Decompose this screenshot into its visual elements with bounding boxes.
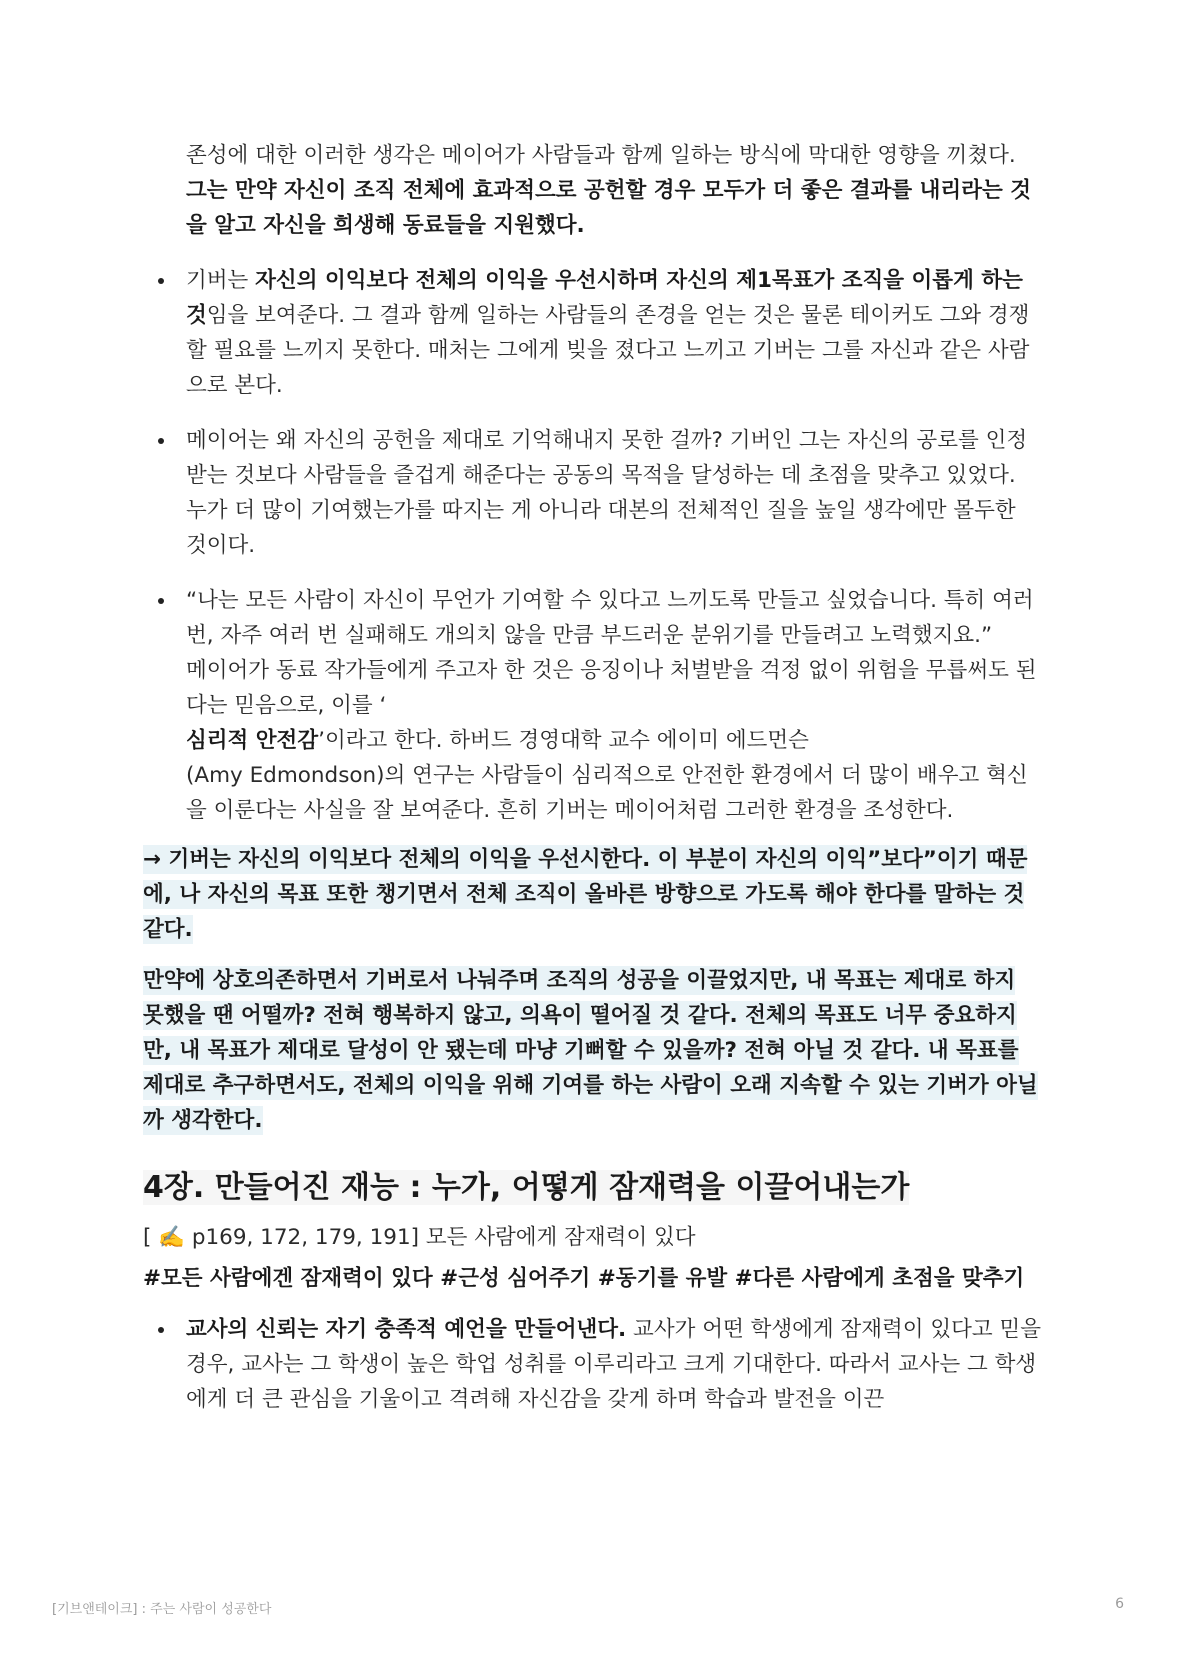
highlight-note-1 [143,842,1043,947]
highlight-text: 만약에 상호의존하면서 기버로서 나눠주며 조직의 성공을 이끌었지만, 내 목표는 제대로 하지 못했을 땐 어떨까? 전혀 행복하지 않고, 의욕이 떨어질 것 같다. 전체의 목표도 너무 중요하지만, 내 목표가 제대로 달성이 안 됐는데 마냥 기뻐할 수 있을까? 전혀 아닐 것 같다. 내 목표를 제대로 추구하면서도, 전체의 이익을 위해 기여를 하는 사람이 오래 지속할 수 있는 기버가 아닐까 생각한다. [143,968,1038,1133]
page-content [143,138,1043,1417]
list-item [143,1312,1043,1417]
list-text: (Amy Edmondson)의 연구는 사람들이 심리적으로 안전한 환경에서 더 많이 배우고 혁신을 이룬다는 사실을 잘 보여준다. 흔히 기버는 메이어처럼 그러한 환경을 조성한다. [186,763,1028,823]
quote-text: “나는 모든 사람이 자신이 무언가 기여할 수 있다고 느끼도록 만들고 싶었습니다. 특히 여러 번, 자주 여러 번 실패해도 개의치 않을 만큼 부드러운 분위기를 만들려고 노력했지요.” [186,588,1034,648]
reference-line: [ ✍️ p169, 172, 179, 191] 모든 사람에게 잠재력이 있다 [143,1225,696,1250]
list-text: 메이어가 동료 작가들에게 주고자 한 것은 응징이나 처벌받을 걱정 없이 위험을 무릅써도 된다는 믿음으로, 이를 ‘ [186,658,1037,718]
list-bold: 자신의 이익보다 전체의 이익을 우선시하며 자신의 제1목표가 조직을 이롭게 하는 것 [186,268,1023,328]
para-bold: 그는 만약 자신이 조직 전체에 효과적으로 공헌할 경우 모두가 더 좋은 결과를 내리라는 것을 알고 자신을 희생해 동료들을 지원했다. [186,178,1031,238]
list-item [143,583,1043,828]
bullet-list-1 [143,263,1043,828]
para-text: 존성에 대한 이러한 생각은 메이어가 사람들과 함께 일하는 방식에 막대한 영향을 끼쳤다. [186,143,1016,168]
list-item [143,423,1043,563]
list-text: 교사가 어떤 학생에게 잠재력이 있다고 믿을 경우, 교사는 그 학생이 높은 학업 성취를 이루리라고 크게 기대한다. 따라서 교사는 그 학생에게 더 큰 관심을 기울이고 격려해 자신감을 갖게 하며 학습과 발전을 이끈 [186,1317,1042,1412]
list-text: ’이라고 한다. 하버드 경영대학 교수 에이미 에드먼슨 [318,728,809,753]
list-text: 기버는 [186,268,256,293]
highlight-note-2 [143,963,1043,1138]
footer-title: [기브앤테이크] : 주는 사람이 성공한다 [52,1602,272,1617]
bullet-list-2 [143,1312,1043,1417]
list-bold: 교사의 신뢰는 자기 충족적 예언을 만들어낸다. [186,1317,627,1342]
list-bold: 심리적 안전감 [186,728,319,753]
list-text: 메이어는 왜 자신의 공헌을 제대로 기억해내지 못한 걸까? 기버인 그는 자신의 공로를 인정받는 것보다 사람들을 즐겁게 해준다는 공동의 목적을 달성하는 데 초점을 맞추고 있었다. 누가 더 많이 기여했는가를 따지는 게 아니라 대본의 전체적인 질을 높일 생각에만 몰두한 것이다. [186,428,1028,558]
tags-text: #모든 사람에겐 잠재력이 있다 #근성 심어주기 #동기를 유발 #다른 사람에게 초점을 맞추기 [143,1266,1025,1291]
chapter-heading-wrap [143,1166,1043,1210]
page-number: 6 [1115,1596,1124,1612]
list-text: 임을 보여준다. 그 결과 함께 일하는 사람들의 존경을 얻는 것은 물론 테이커도 그와 경쟁할 필요를 느끼지 못한다. 매처는 그에게 빚을 졌다고 느끼고 기버는 그를 자신과 같은 사람으로 본다. [186,303,1030,398]
paragraph-continued [186,138,1043,243]
chapter-heading: 4장. 만들어진 재능 : 누가, 어떻게 잠재력을 이끌어내는가 [143,1170,910,1205]
tags-line [143,1261,1043,1296]
list-item [143,263,1043,403]
highlight-text: → 기버는 자신의 이익보다 전체의 이익을 우선시한다. 이 부분이 자신의 이익”보다”이기 때문에, 나 자신의 목표 또한 챙기면서 전체 조직이 올바른 방향으로 가도록 해야 한다를 말하는 것 같다. [143,847,1028,942]
